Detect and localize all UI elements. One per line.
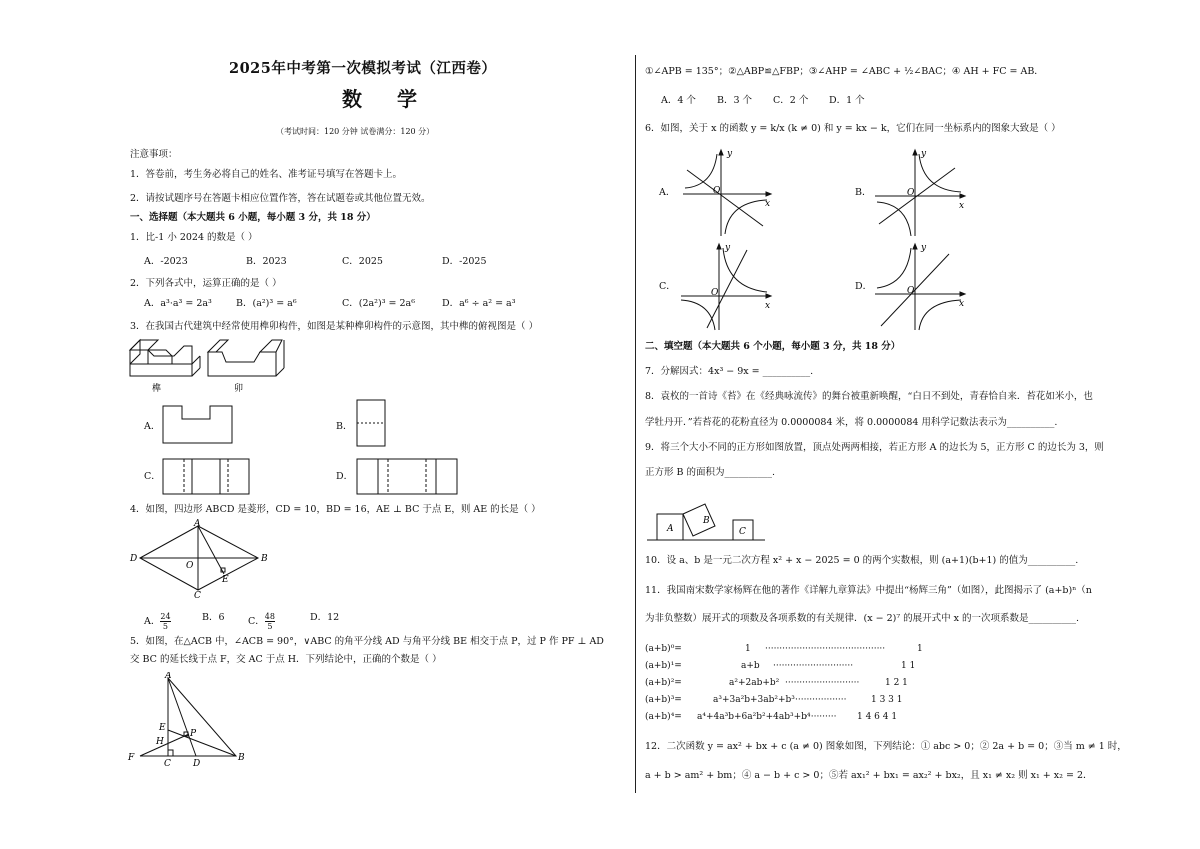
q4-option-a-numerator: 24 bbox=[160, 612, 171, 621]
q4-option-c-label: C． bbox=[248, 616, 265, 627]
pascal-row-1-lhs: (a+b)¹= bbox=[645, 661, 682, 671]
q3-option-b: B． bbox=[336, 421, 353, 432]
q4-option-c-numerator: 48 bbox=[264, 612, 275, 621]
square-c-label: C bbox=[739, 527, 746, 537]
q5-point-d: D bbox=[193, 759, 201, 768]
q6b-origin-label: O bbox=[907, 188, 915, 198]
q3-option-b-figure bbox=[356, 399, 388, 449]
square-b-label: B bbox=[703, 516, 710, 526]
pascal-row-1-coef: 1 1 bbox=[901, 661, 916, 671]
q5-option-a: A．4 个 bbox=[661, 95, 696, 106]
q6-graph-a bbox=[677, 146, 777, 238]
point-a: A bbox=[194, 519, 201, 529]
q5-point-h: H bbox=[156, 737, 164, 747]
section-heading-fill: 二、填空题（本大题共 6 个小题，每小题 3 分，共 18 分） bbox=[645, 341, 901, 352]
q4-option-a-label: A． bbox=[144, 616, 161, 627]
q6-option-a: A． bbox=[659, 187, 676, 198]
pascal-row-3-expr: a³+3a²b+3ab²+b³ bbox=[713, 695, 795, 705]
pascal-row-0-lhs: (a+b)⁰= bbox=[645, 644, 682, 654]
question-8-line2: 学牡丹开．”若苔花的花粉直径为 0.0000084 米，将 0.0000084 用科学记数法表示为__________. bbox=[645, 417, 1058, 428]
q4-option-a bbox=[144, 612, 171, 631]
q6-graph-b bbox=[871, 146, 971, 238]
q6a-origin-label: O bbox=[713, 186, 721, 196]
pascal-row-3-coef: 1 3 3 1 bbox=[871, 695, 903, 705]
q6d-y-axis-label: y bbox=[921, 243, 927, 253]
q3-option-c: C． bbox=[144, 471, 161, 482]
q6-option-b: B． bbox=[855, 187, 872, 198]
mortise-tenon-figure bbox=[128, 334, 288, 394]
q6d-origin-label: O bbox=[907, 286, 915, 296]
question-12-line1: 12．二次函数 y = ax² + bx + c (a ≠ 0) 图象如图，下列结论：① abc > 0；② 2a + b = 0；③当 m ≠ 1 时， bbox=[645, 741, 1127, 752]
note-item-2: 2．请按试题序号在答题卡相应位置作答，答在试题卷或其他位置无效。 bbox=[130, 193, 431, 204]
pascal-row-0-dots: ·········································· bbox=[765, 644, 886, 654]
pascal-row-2-coef: 1 2 1 bbox=[885, 678, 908, 688]
column-divider bbox=[635, 55, 636, 793]
pascal-row-1-dots: ···························· bbox=[773, 661, 854, 671]
q4-option-a-fraction bbox=[160, 612, 170, 631]
pascal-row-4-expr: a⁴+4a³b+6a²b²+4ab³+b⁴ bbox=[697, 712, 811, 722]
pascal-row-2-expr: a²+2ab+b² bbox=[729, 678, 780, 688]
point-c: C bbox=[194, 591, 201, 598]
q6-option-d: D． bbox=[855, 281, 873, 292]
pascal-row-3-lhs: (a+b)³= bbox=[645, 695, 682, 705]
q6b-y-axis-label: y bbox=[921, 149, 927, 159]
q3-option-a: A． bbox=[144, 421, 161, 432]
question-11-line2: 为非负整数）展开式的项数及各项系数的有关规律．(x − 2)⁷ 的展开式中 x 的一次项系数是__________. bbox=[645, 613, 1080, 624]
q4-option-d: D．12 bbox=[310, 612, 340, 623]
point-d: D bbox=[130, 554, 138, 564]
q6a-y-axis-label: y bbox=[727, 149, 733, 159]
question-3-stem: 3．在我国古代建筑中经常使用榫卯构件，如图是某种榫卯构件的示意图，其中榫的俯视图是（ ） bbox=[130, 321, 539, 332]
question-7-stem: 7．分解因式：4x³ − 9x = __________. bbox=[645, 366, 814, 377]
q3-option-c-figure bbox=[162, 458, 252, 496]
q1-option-c: C．2025 bbox=[342, 256, 383, 267]
q2-option-c: C．(2a²)³ = 2a⁶ bbox=[342, 298, 416, 309]
pascal-row-2-dots: ·························· bbox=[785, 678, 860, 688]
q1-option-b: B．2023 bbox=[246, 256, 287, 267]
q3-option-d: D． bbox=[336, 471, 354, 482]
q6-graph-c bbox=[677, 240, 777, 332]
q5-conclusions: ①∠APB = 135°；②△ABP≌△FBP；③∠AHP = ∠ABC + ½∠BAC；④ AH + FC = AB． bbox=[645, 66, 1044, 77]
section-heading-choice: 一、选择题（本大题共 6 小题，每小题 3 分，共 18 分） bbox=[130, 212, 376, 223]
q5-option-c: C．2 个 bbox=[773, 95, 809, 106]
q6a-x-axis-label: x bbox=[765, 199, 771, 209]
point-e: E bbox=[222, 575, 229, 585]
q6d-x-axis-label: x bbox=[959, 299, 965, 309]
rhombus-figure bbox=[126, 518, 276, 598]
question-9-line1: 9．将三个大小不同的正方形如图放置，顶点处两两相接，若正方形 A 的边长为 5，正方形 C 的边长为 3，则 bbox=[645, 442, 1104, 453]
q2-option-a: A．a³·a³ = 2a³ bbox=[144, 298, 212, 309]
q5-point-c: C bbox=[164, 759, 171, 768]
squares-figure bbox=[647, 496, 767, 544]
pascal-row-4-lhs: (a+b)⁴= bbox=[645, 712, 682, 722]
q5-point-f: F bbox=[128, 753, 135, 763]
q1-option-a: A．-2023 bbox=[144, 256, 188, 267]
q5-point-e: E bbox=[159, 723, 166, 733]
pascal-row-2-lhs: (a+b)²= bbox=[645, 678, 682, 688]
question-10-stem: 10．设 a、b 是一元二次方程 x² + x − 2025 = 0 的两个实数根，则 (a+1)(b+1) 的值为__________. bbox=[645, 555, 1079, 566]
q5-point-a: A bbox=[165, 672, 172, 681]
question-8-line1: 8．袁枚的一首诗《苔》在《经典咏流传》的舞台被重新唤醒，“白日不到处，青春恰自来．苔花如米小，也 bbox=[645, 391, 1093, 402]
q6-option-c: C． bbox=[659, 281, 676, 292]
q2-option-b: B．(a²)³ = a⁶ bbox=[236, 298, 297, 309]
point-o: O bbox=[186, 561, 194, 571]
q6c-origin-label: O bbox=[711, 288, 719, 298]
q4-option-c-fraction bbox=[265, 612, 275, 631]
triangle-bisector-figure bbox=[126, 672, 256, 768]
square-a-label: A bbox=[667, 524, 674, 534]
q6c-y-axis-label: y bbox=[725, 243, 731, 253]
q6-graph-d bbox=[871, 240, 971, 332]
pascal-row-3-dots: ·················· bbox=[795, 695, 847, 705]
notes-heading: 注意事项： bbox=[130, 149, 178, 160]
q5-option-d: D．1 个 bbox=[829, 95, 865, 106]
q5-point-b: B bbox=[238, 753, 245, 763]
note-item-1: 1．答卷前，考生务必将自己的姓名、准考证号填写在答题卡上。 bbox=[130, 169, 403, 180]
q6c-x-axis-label: x bbox=[765, 301, 771, 311]
q5-option-b: B．3 个 bbox=[717, 95, 753, 106]
question-6-stem: 6．如图，关于 x 的函数 y = k/x (k ≠ 0) 和 y = kx − k，它们在同一坐标系内的图象大致是（ ） bbox=[645, 123, 1061, 134]
question-11-line1: 11．我国南宋数学家杨辉在他的著作《详解九章算法》中提出“杨辉三角”（如图），此图揭示了 (a+b)ⁿ（n bbox=[645, 585, 1092, 596]
question-9-line2: 正方形 B 的面积为__________. bbox=[645, 467, 776, 478]
subject-title: 数 学 bbox=[342, 87, 431, 111]
q3-option-d-figure bbox=[356, 458, 460, 496]
question-5-stem-line1: 5．如图，在△ACB 中，∠ACB = 90°，∨ABC 的角平分线 AD 与角平分线 BE 相交于点 P，过 P 作 PF ⊥ AD bbox=[130, 636, 604, 647]
point-b: B bbox=[261, 554, 268, 564]
mortise-label: 卯 bbox=[234, 384, 244, 394]
q4-option-a-denominator: 5 bbox=[162, 622, 169, 631]
exam-title: 2025年中考第一次模拟考试（江西卷） bbox=[229, 60, 497, 77]
q4-option-c bbox=[248, 612, 275, 631]
q6b-x-axis-label: x bbox=[959, 201, 965, 211]
pascal-row-1-expr: a+b bbox=[741, 661, 760, 671]
question-4-stem: 4．如图，四边形 ABCD 是菱形，CD = 10，BD = 16，AE ⊥ BC 于点 E，则 AE 的长是（ ） bbox=[130, 504, 541, 515]
q4-option-b: B．6 bbox=[202, 612, 225, 623]
q3-option-a-figure bbox=[162, 405, 234, 445]
q4-option-c-denominator: 5 bbox=[267, 622, 273, 631]
question-2-stem: 2．下列各式中，运算正确的是（ ） bbox=[130, 278, 282, 289]
exam-meta: （考试时间：120 分钟 试卷满分：120 分） bbox=[276, 127, 435, 136]
pascal-row-0-coef: 1 bbox=[917, 644, 923, 654]
pascal-row-0-expr: 1 bbox=[745, 644, 751, 654]
q5-point-p: P bbox=[190, 729, 197, 739]
pascal-row-4-dots: ··········· bbox=[805, 712, 837, 722]
question-12-line2: a + b > am² + bm；④ a − b + c > 0；⑤若 ax₁² + bx₁ = ax₂² + bx₂，且 x₁ ≠ x₂ 则 x₁ + x₂ = 2． bbox=[645, 770, 1093, 781]
q2-option-d: D．a⁶ ÷ a² = a³ bbox=[442, 298, 516, 309]
question-5-stem-line2: 交 BC 的延长线于点 F，交 AC 于点 H．下列结论中，正确的个数是（ ） bbox=[130, 654, 442, 665]
tenon-label: 榫 bbox=[152, 384, 162, 394]
q1-option-d: D．-2025 bbox=[442, 256, 487, 267]
pascal-row-4-coef: 1 4 6 4 1 bbox=[857, 712, 898, 722]
question-1-stem: 1．比-1 小 2024 的数是（ ） bbox=[130, 232, 258, 243]
